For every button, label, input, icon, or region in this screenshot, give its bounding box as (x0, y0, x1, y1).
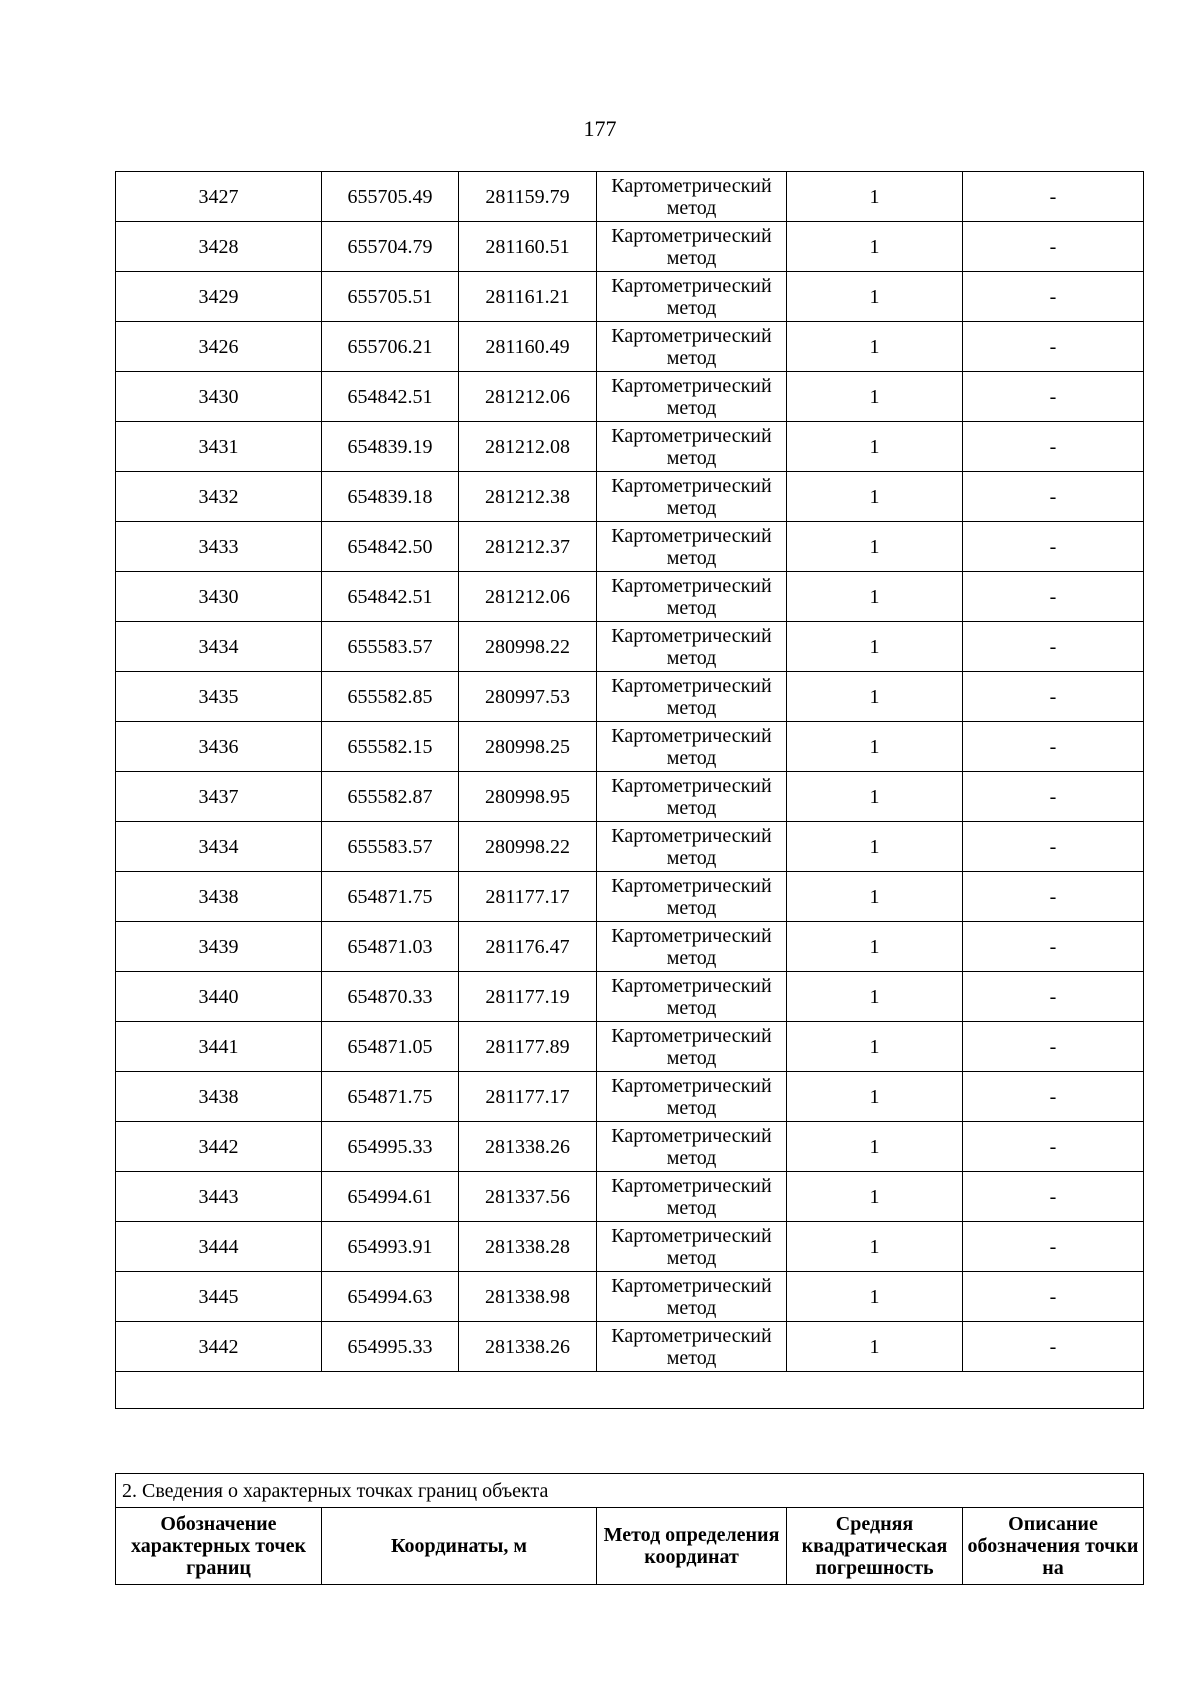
method-cell (597, 822, 787, 872)
table-row (116, 672, 1144, 722)
method-line-1: Картометрический (611, 1174, 772, 1197)
table-row (116, 1022, 1144, 1072)
point-cell: 3444 (116, 1222, 322, 1272)
x-coordinate-cell: 654842.51 (322, 572, 459, 622)
y-coordinate-cell: 281160.51 (459, 222, 597, 272)
description-cell: - (963, 1072, 1144, 1122)
method-cell (597, 422, 787, 472)
method-cell (597, 222, 787, 272)
point-cell: 3442 (116, 1322, 322, 1372)
y-coordinate-cell: 281177.17 (459, 1072, 597, 1122)
point-cell: 3426 (116, 322, 322, 372)
y-coordinate-cell: 281161.21 (459, 272, 597, 322)
error-cell: 1 (787, 272, 963, 322)
method-line-1: Картометрический (611, 1324, 772, 1347)
method-cell (597, 1272, 787, 1322)
method-line-2: метод (666, 446, 717, 469)
method-cell (597, 522, 787, 572)
description-cell: - (963, 272, 1144, 322)
x-coordinate-cell: 654993.91 (322, 1222, 459, 1272)
point-cell: 3429 (116, 272, 322, 322)
method-line-1: Картометрический (611, 924, 772, 947)
method-line-1: Картометрический (611, 624, 772, 647)
error-cell: 1 (787, 222, 963, 272)
description-cell: - (963, 1172, 1144, 1222)
table-row (116, 1122, 1144, 1172)
error-cell: 1 (787, 922, 963, 972)
method-line-2: метод (666, 296, 717, 319)
section2-table (115, 1473, 1144, 1585)
point-cell: 3432 (116, 472, 322, 522)
method-line-2: метод (666, 846, 717, 869)
method-line-2: метод (666, 1046, 717, 1069)
method-cell (597, 622, 787, 672)
method-line-2: метод (666, 196, 717, 219)
point-cell: 3440 (116, 972, 322, 1022)
method-line-1: Картометрический (611, 724, 772, 747)
y-coordinate-cell: 281212.38 (459, 472, 597, 522)
y-coordinate-cell: 281212.06 (459, 372, 597, 422)
y-coordinate-cell: 280997.53 (459, 672, 597, 722)
error-cell: 1 (787, 422, 963, 472)
y-coordinate-cell: 281338.26 (459, 1322, 597, 1372)
point-cell: 3435 (116, 672, 322, 722)
description-cell: - (963, 1222, 1144, 1272)
y-coordinate-cell: 281212.08 (459, 422, 597, 472)
description-cell: - (963, 722, 1144, 772)
section2-title-row (116, 1474, 1144, 1508)
y-coordinate-cell: 281177.19 (459, 972, 597, 1022)
header-method: Метод определения координат (597, 1508, 787, 1585)
x-coordinate-cell: 655583.57 (322, 622, 459, 672)
y-coordinate-cell: 280998.25 (459, 722, 597, 772)
error-cell: 1 (787, 472, 963, 522)
table-row (116, 1272, 1144, 1322)
description-cell: - (963, 572, 1144, 622)
error-cell: 1 (787, 572, 963, 622)
point-cell: 3438 (116, 872, 322, 922)
error-cell: 1 (787, 1222, 963, 1272)
method-line-1: Картометрический (611, 1274, 772, 1297)
description-cell: - (963, 372, 1144, 422)
x-coordinate-cell: 654871.75 (322, 872, 459, 922)
method-cell (597, 1222, 787, 1272)
description-cell: - (963, 1272, 1144, 1322)
error-cell: 1 (787, 722, 963, 772)
description-cell: - (963, 922, 1144, 972)
error-cell: 1 (787, 1172, 963, 1222)
point-cell: 3439 (116, 922, 322, 972)
x-coordinate-cell: 654994.61 (322, 1172, 459, 1222)
table-row (116, 322, 1144, 372)
page-number: 177 (583, 116, 617, 141)
error-cell: 1 (787, 672, 963, 722)
y-coordinate-cell: 280998.22 (459, 822, 597, 872)
description-cell: - (963, 222, 1144, 272)
point-cell: 3427 (116, 172, 322, 222)
y-coordinate-cell: 281338.26 (459, 1122, 597, 1172)
header-description: Описание обозначения точки на (963, 1508, 1144, 1585)
method-cell (597, 472, 787, 522)
table-row (116, 522, 1144, 572)
method-cell (597, 372, 787, 422)
point-cell: 3436 (116, 722, 322, 772)
error-cell: 1 (787, 622, 963, 672)
method-cell (597, 1122, 787, 1172)
table-row (116, 472, 1144, 522)
y-coordinate-cell: 281177.17 (459, 872, 597, 922)
method-line-1: Картометрический (611, 824, 772, 847)
x-coordinate-cell: 654839.19 (322, 422, 459, 472)
x-coordinate-cell: 654870.33 (322, 972, 459, 1022)
description-cell: - (963, 472, 1144, 522)
table-row (116, 822, 1144, 872)
y-coordinate-cell: 280998.95 (459, 772, 597, 822)
method-line-1: Картометрический (611, 1224, 772, 1247)
table-row (116, 422, 1144, 472)
table-row (116, 722, 1144, 772)
x-coordinate-cell: 655705.49 (322, 172, 459, 222)
error-cell: 1 (787, 322, 963, 372)
error-cell: 1 (787, 1272, 963, 1322)
y-coordinate-cell: 281212.37 (459, 522, 597, 572)
method-line-2: метод (666, 1146, 717, 1169)
method-cell (597, 1172, 787, 1222)
method-cell (597, 1072, 787, 1122)
x-coordinate-cell: 654871.05 (322, 1022, 459, 1072)
y-coordinate-cell: 281338.98 (459, 1272, 597, 1322)
method-line-2: метод (666, 1196, 717, 1219)
table-row (116, 572, 1144, 622)
method-cell (597, 722, 787, 772)
error-cell: 1 (787, 1072, 963, 1122)
method-line-1: Картометрический (611, 174, 772, 197)
method-cell (597, 922, 787, 972)
point-cell: 3437 (116, 772, 322, 822)
method-line-2: метод (666, 696, 717, 719)
method-line-1: Картометрический (611, 574, 772, 597)
header-error: Средняя квадратическая погрешность (787, 1508, 963, 1585)
method-line-2: метод (666, 1246, 717, 1269)
method-line-2: метод (666, 246, 717, 269)
table-row (116, 922, 1144, 972)
method-line-2: метод (666, 1346, 717, 1369)
method-line-2: метод (666, 1096, 717, 1119)
section2-title: 2. Сведения о характерных точках границ объекта (116, 1474, 1144, 1508)
description-cell: - (963, 672, 1144, 722)
method-line-1: Картометрический (611, 224, 772, 247)
description-cell: - (963, 772, 1144, 822)
x-coordinate-cell: 654842.51 (322, 372, 459, 422)
method-line-2: метод (666, 796, 717, 819)
method-line-1: Картометрический (611, 974, 772, 997)
x-coordinate-cell: 654995.33 (322, 1122, 459, 1172)
empty-row (116, 1372, 1144, 1409)
y-coordinate-cell: 281159.79 (459, 172, 597, 222)
method-cell (597, 572, 787, 622)
point-cell: 3443 (116, 1172, 322, 1222)
point-cell: 3428 (116, 222, 322, 272)
x-coordinate-cell: 654871.03 (322, 922, 459, 972)
y-coordinate-cell: 281338.28 (459, 1222, 597, 1272)
description-cell: - (963, 872, 1144, 922)
table-row (116, 222, 1144, 272)
method-line-1: Картометрический (611, 1124, 772, 1147)
header-coordinates: Координаты, м (322, 1508, 597, 1585)
point-cell: 3442 (116, 1122, 322, 1172)
point-cell: 3430 (116, 572, 322, 622)
description-cell: - (963, 172, 1144, 222)
method-cell (597, 1322, 787, 1372)
method-line-1: Картометрический (611, 1024, 772, 1047)
method-line-2: метод (666, 896, 717, 919)
error-cell: 1 (787, 822, 963, 872)
x-coordinate-cell: 654842.50 (322, 522, 459, 572)
x-coordinate-cell: 655706.21 (322, 322, 459, 372)
method-cell (597, 972, 787, 1022)
error-cell: 1 (787, 1322, 963, 1372)
method-line-1: Картометрический (611, 774, 772, 797)
description-cell: - (963, 322, 1144, 372)
method-line-2: метод (666, 546, 717, 569)
method-line-1: Картометрический (611, 674, 772, 697)
method-line-2: метод (666, 946, 717, 969)
method-cell (597, 772, 787, 822)
method-cell (597, 1022, 787, 1072)
table-row (116, 1222, 1144, 1272)
error-cell: 1 (787, 522, 963, 572)
x-coordinate-cell: 655705.51 (322, 272, 459, 322)
method-line-1: Картометрический (611, 324, 772, 347)
table-row (116, 372, 1144, 422)
method-line-1: Картометрический (611, 374, 772, 397)
x-coordinate-cell: 654994.63 (322, 1272, 459, 1322)
y-coordinate-cell: 281176.47 (459, 922, 597, 972)
point-cell: 3438 (116, 1072, 322, 1122)
table-row (116, 1072, 1144, 1122)
error-cell: 1 (787, 372, 963, 422)
x-coordinate-cell: 655582.15 (322, 722, 459, 772)
point-cell: 3434 (116, 822, 322, 872)
table-row (116, 972, 1144, 1022)
table-row (116, 1172, 1144, 1222)
method-line-2: метод (666, 746, 717, 769)
coordinates-table (115, 171, 1144, 1409)
point-cell: 3430 (116, 372, 322, 422)
method-line-1: Картометрический (611, 524, 772, 547)
x-coordinate-cell: 655704.79 (322, 222, 459, 272)
table-row (116, 622, 1144, 672)
error-cell: 1 (787, 1122, 963, 1172)
table-row (116, 872, 1144, 922)
table-row (116, 172, 1144, 222)
x-coordinate-cell: 654839.18 (322, 472, 459, 522)
error-cell: 1 (787, 172, 963, 222)
method-line-2: метод (666, 346, 717, 369)
y-coordinate-cell: 281212.06 (459, 572, 597, 622)
error-cell: 1 (787, 772, 963, 822)
table-row (116, 272, 1144, 322)
header-point-designation: Обозначение характерных точек границ (116, 1508, 322, 1585)
point-cell: 3431 (116, 422, 322, 472)
point-cell: 3433 (116, 522, 322, 572)
method-line-2: метод (666, 396, 717, 419)
y-coordinate-cell: 281177.89 (459, 1022, 597, 1072)
method-line-1: Картометрический (611, 874, 772, 897)
x-coordinate-cell: 655582.87 (322, 772, 459, 822)
table-row (116, 1322, 1144, 1372)
method-line-2: метод (666, 496, 717, 519)
table-row (116, 772, 1144, 822)
method-line-1: Картометрический (611, 1074, 772, 1097)
error-cell: 1 (787, 972, 963, 1022)
method-cell (597, 272, 787, 322)
empty-cell (116, 1372, 1144, 1409)
y-coordinate-cell: 281337.56 (459, 1172, 597, 1222)
point-cell: 3434 (116, 622, 322, 672)
method-line-1: Картометрический (611, 274, 772, 297)
description-cell: - (963, 522, 1144, 572)
method-line-2: метод (666, 1296, 717, 1319)
method-line-1: Картометрический (611, 474, 772, 497)
description-cell: - (963, 1022, 1144, 1072)
x-coordinate-cell: 655582.85 (322, 672, 459, 722)
x-coordinate-cell: 655583.57 (322, 822, 459, 872)
y-coordinate-cell: 280998.22 (459, 622, 597, 672)
method-line-2: метод (666, 646, 717, 669)
method-line-2: метод (666, 996, 717, 1019)
description-cell: - (963, 822, 1144, 872)
method-cell (597, 322, 787, 372)
point-cell: 3445 (116, 1272, 322, 1322)
x-coordinate-cell: 654871.75 (322, 1072, 459, 1122)
y-coordinate-cell: 281160.49 (459, 322, 597, 372)
x-coordinate-cell: 654995.33 (322, 1322, 459, 1372)
description-cell: - (963, 1122, 1144, 1172)
method-cell (597, 172, 787, 222)
error-cell: 1 (787, 1022, 963, 1072)
method-cell (597, 872, 787, 922)
description-cell: - (963, 1322, 1144, 1372)
description-cell: - (963, 972, 1144, 1022)
description-cell: - (963, 422, 1144, 472)
description-cell: - (963, 622, 1144, 672)
coordinates-table-body (116, 172, 1144, 1409)
error-cell: 1 (787, 872, 963, 922)
point-cell: 3441 (116, 1022, 322, 1072)
method-line-1: Картометрический (611, 424, 772, 447)
method-cell (597, 672, 787, 722)
method-line-2: метод (666, 596, 717, 619)
section2-header-row (116, 1508, 1144, 1585)
